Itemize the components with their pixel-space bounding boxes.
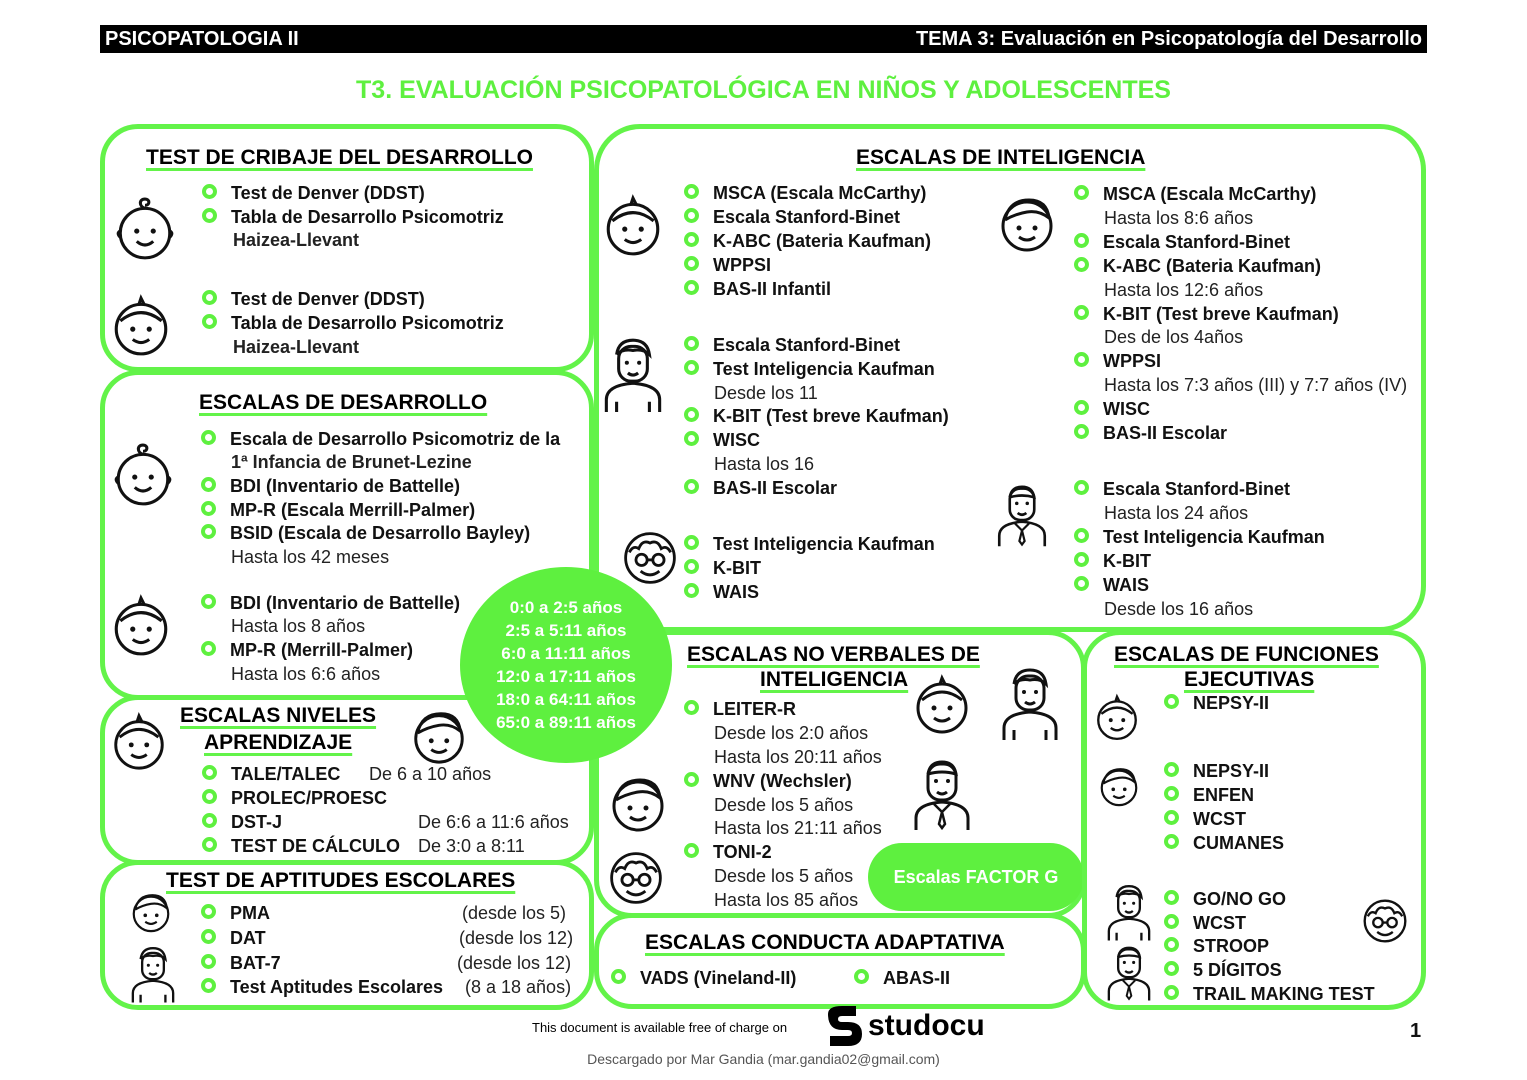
list-item: Test Inteligencia Kaufman (684, 533, 935, 556)
age-range: De 3:0 a 8:11 (418, 836, 525, 856)
list-item: WAIS (1074, 574, 1149, 597)
list-item: BAS-II Escolar (1074, 422, 1227, 445)
list-item: K-BIT (Test breve Kaufman) (684, 405, 949, 428)
baby-face-icon (112, 196, 178, 262)
list-item-cont: 1ª Infancia de Brunet-Lezine (231, 452, 472, 472)
age-note: Hasta los 8 años (231, 616, 366, 636)
list-item: Test de Denver (DDST) (202, 288, 425, 311)
list-item: PROLEC/PROESC (202, 787, 387, 810)
child-face-icon (910, 672, 974, 736)
list-item-cont: Haizea-Llevant (233, 337, 360, 357)
studocu-icon (820, 1004, 864, 1048)
list-item-cont: Haizea-Llevant (233, 230, 360, 250)
elder-face-icon (606, 848, 666, 908)
teen-face-icon (998, 662, 1062, 742)
list-item: WCST (1164, 912, 1246, 935)
adult-face-icon (1104, 940, 1154, 1002)
list-item: Escala Stanford-Binet (1074, 478, 1290, 501)
age-note: Desde los 16 años (1104, 599, 1254, 619)
list-item: TONI-2 (684, 841, 772, 864)
boy-face-icon (128, 888, 174, 934)
child-face-icon (600, 192, 666, 258)
child-face-icon (108, 592, 174, 658)
ejecutivas-title-1: ESCALAS DE FUNCIONES (1114, 643, 1379, 666)
list-item: NEPSY-II (1164, 760, 1269, 783)
list-item: BSID (Escala de Desarrollo Bayley) (201, 522, 530, 545)
aprendizaje-title-1: ESCALAS NIVELES (180, 704, 377, 727)
factor-g-badge: Escalas FACTOR G (868, 843, 1084, 911)
list-item: DST-J (202, 811, 282, 834)
list-item: K-BIT (1074, 550, 1151, 573)
list-item: WCST (1164, 808, 1246, 831)
list-item: DAT (201, 927, 266, 950)
aprendizaje-title-2: APRENDIZAJE (204, 731, 353, 754)
adaptativa-title: ESCALAS CONDUCTA ADAPTATIVA (645, 931, 1005, 954)
age-note: Hasta los 16 (714, 454, 815, 474)
list-item: TALE/TALEC (202, 763, 340, 786)
list-item: WAIS (684, 581, 759, 604)
child-face-icon (108, 710, 170, 772)
list-item: Test Inteligencia Kaufman (684, 358, 935, 381)
list-item: Test Aptitudes Escolares (201, 976, 443, 999)
list-item: MSCA (Escala McCarthy) (1074, 183, 1316, 206)
age-note: Desde los 5 años (714, 795, 854, 815)
age-range-5: 65:0 a 89:11 años (496, 713, 636, 732)
list-item: BAS-II Escolar (684, 477, 837, 500)
inteligencia-title: ESCALAS DE INTELIGENCIA (856, 146, 1146, 169)
teen-face-icon (600, 332, 666, 414)
list-item: PMA (201, 902, 270, 925)
ejecutivas-title-2: EJECUTIVAS (1184, 668, 1315, 691)
age-note: Hasta los 8:6 años (1104, 208, 1254, 228)
page-number: 1 (1410, 1020, 1422, 1042)
topic-name: TEMA 3: Evaluación en Psicopatología del Desarrollo (915, 28, 1422, 50)
age-range: De 6 a 10 años (369, 764, 492, 784)
age-note: Desde los 5 años (714, 866, 854, 886)
list-item: VADS (Vineland-II) (611, 967, 796, 990)
noverbales-title-1: ESCALAS NO VERBALES DE (687, 643, 980, 666)
age-range-3: 12:0 a 17:11 años (496, 667, 636, 686)
child-face-icon (1092, 692, 1142, 742)
course-name: PSICOPATOLOGIA II (105, 28, 299, 50)
list-item: Escala Stanford-Binet (684, 206, 900, 229)
list-item: WISC (684, 429, 760, 452)
age-range: (8 a 18 años) (465, 977, 572, 997)
list-item: ABAS-II (854, 967, 950, 990)
list-item: Escala Stanford-Binet (1074, 231, 1290, 254)
list-item: BDI (Inventario de Battelle) (201, 592, 460, 615)
list-item: K-ABC (Bateria Kaufman) (1074, 255, 1321, 278)
age-note: Des de los 4años (1104, 327, 1244, 347)
list-item: ENFEN (1164, 784, 1254, 807)
list-item: Tabla de Desarrollo Psicomotriz (202, 206, 504, 229)
list-item: MP-R (Merrill-Palmer) (201, 639, 413, 662)
list-item: WPPSI (684, 254, 771, 277)
desarrollo-title: ESCALAS DE DESARROLLO (199, 391, 488, 414)
list-item: BAS-II Infantil (684, 278, 831, 301)
age-note: Hasta los 85 años (714, 890, 859, 910)
age-note: Hasta los 12:6 años (1104, 280, 1264, 300)
list-item: NEPSY-II (1164, 692, 1269, 715)
age-range-0: 0:0 a 2:5 años (509, 598, 623, 617)
boy-face-icon (995, 190, 1059, 254)
age-range: De 6:6 a 11:6 años (418, 812, 569, 832)
list-item: BDI (Inventario de Battelle) (201, 475, 460, 498)
list-item: Test Inteligencia Kaufman (1074, 526, 1325, 549)
age-range: (desde los 12) (459, 928, 574, 948)
adaptativa-box (594, 913, 1086, 1009)
age-note: Hasta los 20:11 años (714, 747, 882, 767)
list-item: BAT-7 (201, 952, 281, 975)
boy-face-icon (606, 770, 670, 834)
baby-face-icon (110, 442, 176, 508)
adult-face-icon (910, 752, 974, 832)
list-item: Test de Denver (DDST) (202, 182, 425, 205)
age-range-4: 18:0 a 64:11 años (496, 690, 636, 709)
age-note: Hasta los 7:3 años (III) y 7:7 años (IV) (1104, 375, 1408, 395)
list-item: K-BIT (Test breve Kaufman) (1074, 303, 1339, 326)
age-note: Desde los 2:0 años (714, 723, 869, 743)
elder-face-icon (620, 528, 680, 588)
age-note: Hasta los 21:11 años (714, 818, 882, 838)
list-item: 5 DÍGITOS (1164, 959, 1282, 982)
age-note: Desde los 11 (714, 383, 818, 403)
age-range-2: 6:0 a 11:11 años (501, 644, 631, 663)
studocu-wordmark: studocu (868, 1009, 985, 1042)
list-item: WISC (1074, 398, 1150, 421)
boy-face-icon (1096, 762, 1142, 808)
header-bar (100, 25, 1427, 53)
list-item: Escala Stanford-Binet (684, 334, 900, 357)
age-ranges-circle (460, 567, 672, 763)
age-note: Hasta los 6:6 años (231, 664, 381, 684)
list-item: MP-R (Escala Merrill-Palmer) (201, 499, 475, 522)
list-item: GO/NO GO (1164, 888, 1286, 911)
list-item: Tabla de Desarrollo Psicomotriz (202, 312, 504, 335)
list-item: TEST DE CÁLCULO (202, 835, 400, 858)
teen-face-icon (128, 942, 178, 1004)
list-item: Escala de Desarrollo Psicomotriz de la (201, 428, 560, 451)
age-range: (desde los 5) (462, 903, 567, 923)
age-note: Hasta los 42 meses (231, 547, 390, 567)
elder-face-icon (1360, 896, 1410, 946)
list-item: WPPSI (1074, 350, 1161, 373)
studocu-logo[interactable] (820, 1004, 985, 1048)
age-note: Hasta los 24 años (1104, 503, 1249, 523)
list-item: TRAIL MAKING TEST (1164, 983, 1375, 1006)
age-range: (desde los 12) (457, 953, 572, 973)
aptitudes-title: TEST DE APTITUDES ESCOLARES (166, 869, 516, 892)
boy-face-icon (408, 704, 470, 766)
list-item: MSCA (Escala McCarthy) (684, 182, 926, 205)
list-item: WNV (Wechsler) (684, 770, 852, 793)
page-title: T3. EVALUACIÓN PSICOPATOLÓGICA EN NIÑOS Y ADOLESCENTES (356, 76, 1171, 104)
list-item: CUMANES (1164, 832, 1284, 855)
cribaje-title: TEST DE CRIBAJE DEL DESARROLLO (146, 146, 533, 169)
adult-face-icon (994, 478, 1050, 548)
age-range-1: 2:5 a 5:11 años (505, 621, 627, 640)
child-face-icon (108, 292, 174, 358)
list-item: STROOP (1164, 935, 1269, 958)
teen-face-icon (1104, 880, 1154, 942)
list-item: K-ABC (Bateria Kaufman) (684, 230, 931, 253)
noverbales-title-2: INTELIGENCIA (760, 668, 909, 691)
footer-note: This document is available free of charge on (532, 1020, 788, 1035)
list-item: K-BIT (684, 557, 761, 580)
download-note: Descargado por Mar Gandia (mar.gandia02@gmail.com) (587, 1051, 940, 1067)
list-item: LEITER-R (684, 698, 796, 721)
